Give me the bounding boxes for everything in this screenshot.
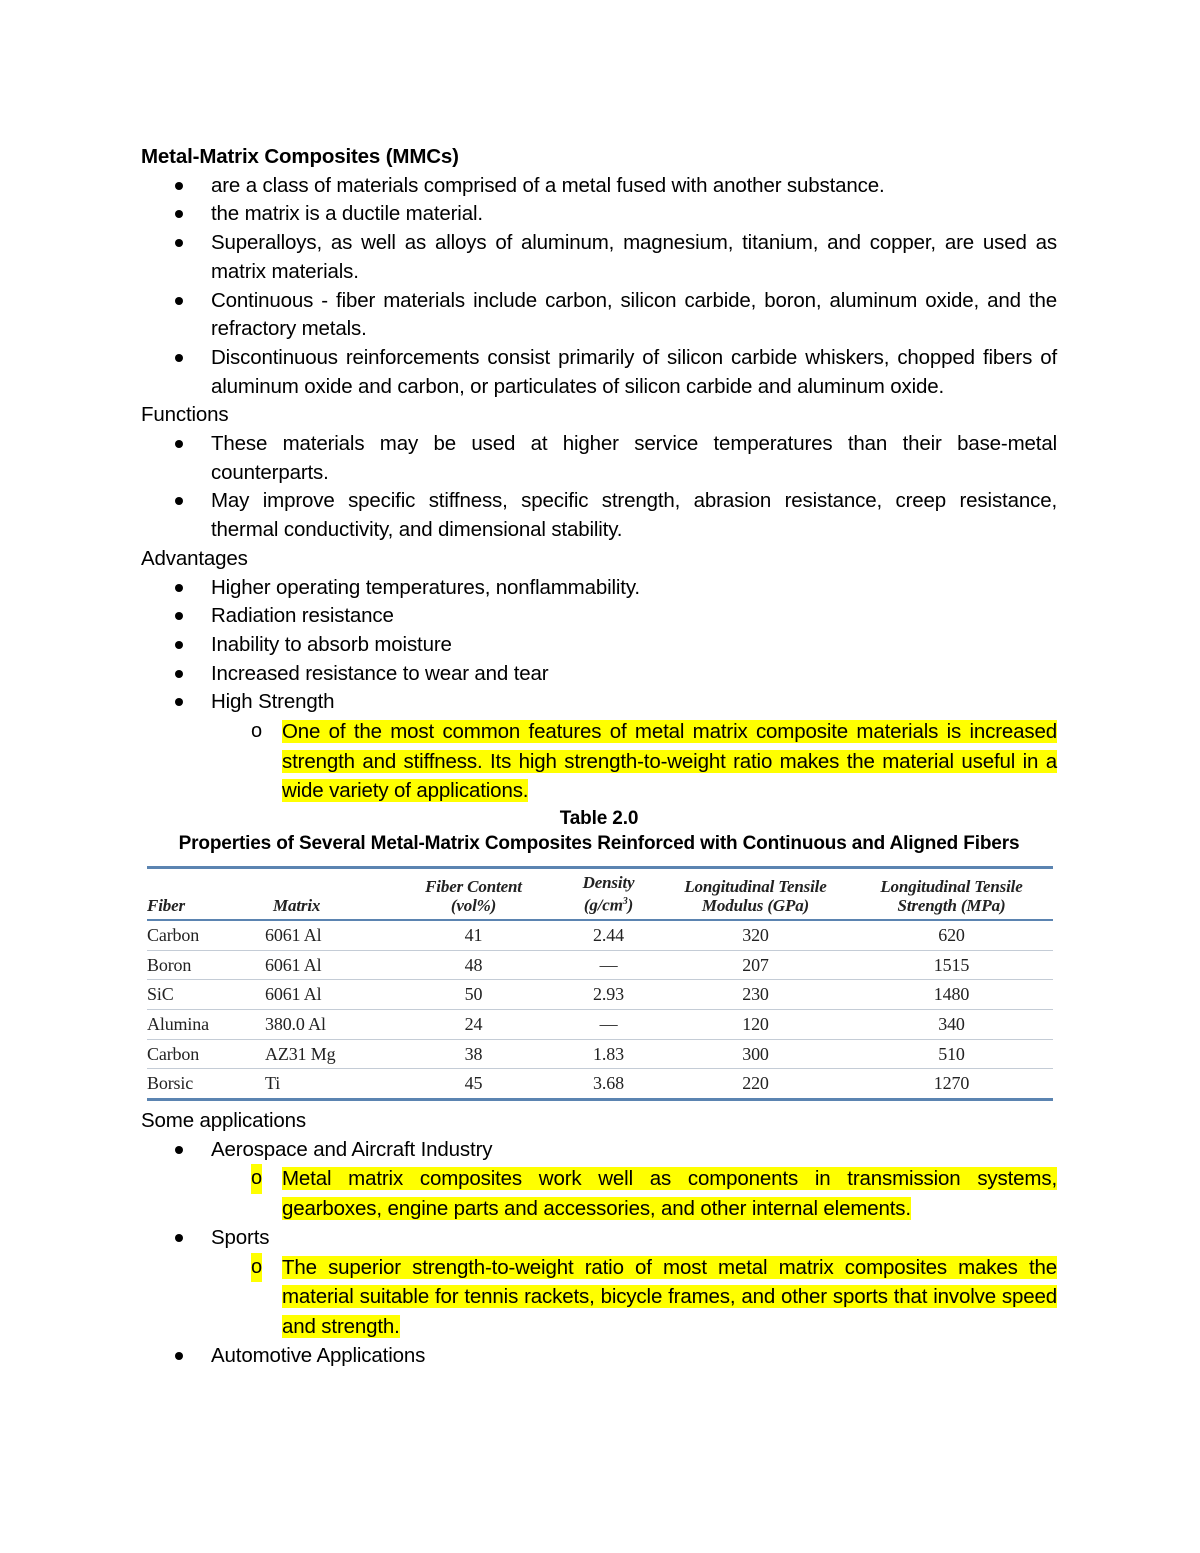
- table-row: Borsic Ti 45 3.68 220 1270: [147, 1069, 1053, 1100]
- list-item: Automotive Applications: [141, 1342, 1057, 1371]
- list-item: Aerospace and Aircraft Industry: [141, 1136, 1057, 1165]
- applications-heading: Some applications: [141, 1109, 306, 1133]
- column-header-tensile-strength: Longitudinal Tensile Strength (MPa): [850, 873, 1053, 920]
- sub-list-item: [141, 717, 1057, 806]
- list-item: These materials may be used at higher service temperatures than their base-metal counterparts.: [141, 430, 1057, 487]
- list-item: Inability to absorb moisture: [141, 631, 1057, 660]
- table-row: Boron 6061 Al 48 — 207 1515: [147, 950, 1053, 980]
- table-body: [147, 920, 1053, 1100]
- bullet-icon: [175, 698, 183, 706]
- column-header-fiber-content: Fiber Content (vol%): [391, 873, 556, 920]
- list-item: Higher operating temperatures, nonflammability.: [141, 574, 1057, 603]
- bullet-icon: [175, 641, 183, 649]
- column-header-density: Density $(g/cm^3)$: [556, 873, 661, 920]
- circle-bullet-icon: o: [251, 1164, 262, 1194]
- table-caption: Properties of Several Metal-Matrix Composites Reinforced with Continuous and Aligned Fibers: [178, 832, 1020, 854]
- list-item: Sports: [141, 1224, 1057, 1253]
- table-label: Table 2.0: [559, 808, 639, 830]
- circle-bullet-icon: o: [251, 720, 262, 743]
- functions-bullet-list: [141, 430, 1057, 545]
- table-row: Carbon AZ31 Mg 38 1.83 300 510: [147, 1039, 1053, 1069]
- applications-bullet-list: [141, 1136, 1057, 1371]
- advantages-bullet-list: [141, 574, 1057, 807]
- bullet-icon: [175, 1146, 183, 1154]
- list-item: Continuous - fiber materials include carbon, silicon carbide, boron, aluminum oxide, and the refractory metals.: [141, 287, 1057, 344]
- sub-list-item: [141, 1253, 1057, 1342]
- table-row: SiC 6061 Al 50 2.93 230 1480: [147, 980, 1053, 1010]
- list-item: May improve specific stiffness, specific strength, abrasion resistance, creep resistance, thermal conductivity, and dimensional stability.: [141, 487, 1057, 544]
- intro-bullet-list: [141, 172, 1057, 402]
- bullet-icon: [175, 497, 183, 505]
- bullet-icon: [175, 612, 183, 620]
- list-item: Superalloys, as well as alloys of aluminum, magnesium, titanium, and copper, are used as matrix materials.: [141, 229, 1057, 286]
- list-item: the matrix is a ductile material.: [141, 200, 1057, 229]
- column-header-fiber: Fiber: [147, 873, 265, 920]
- column-header-matrix: Matrix: [265, 873, 391, 920]
- list-item: are a class of materials comprised of a metal fused with another substance.: [141, 172, 1057, 201]
- properties-table: [147, 866, 1053, 1101]
- circle-bullet-icon: o: [251, 1253, 262, 1283]
- list-item: High Strength: [141, 688, 1057, 717]
- table-row: Carbon 6061 Al 41 2.44 320 620: [147, 920, 1053, 950]
- highlighted-text: Metal matrix composites work well as components in transmission systems, gearboxes, engine parts and accessories, and other internal elements.: [282, 1167, 1057, 1221]
- bullet-icon: [175, 670, 183, 678]
- bullet-icon: [175, 354, 183, 362]
- bullet-icon: [175, 239, 183, 247]
- bullet-icon: [175, 1234, 183, 1242]
- highlighted-text: One of the most common features of metal matrix composite materials is increased strength and stiffness. Its high strength-to-weight ratio makes the material useful in a wide variety of applications.: [282, 720, 1057, 803]
- highlighted-text: The superior strength-to-weight ratio of most metal matrix composites makes the material suitable for tennis rackets, bicycle frames, and other sports that involve speed and strength.: [282, 1255, 1057, 1338]
- bullet-icon: [175, 440, 183, 448]
- functions-heading: Functions: [141, 403, 229, 427]
- bullet-icon: [175, 182, 183, 190]
- bullet-icon: [175, 584, 183, 592]
- column-header-tensile-modulus: Longitudinal Tensile Modulus (GPa): [661, 873, 850, 920]
- list-item: Increased resistance to wear and tear: [141, 660, 1057, 689]
- document-body: [141, 143, 1057, 1370]
- advantages-heading: Advantages: [141, 546, 248, 570]
- list-item: Radiation resistance: [141, 602, 1057, 631]
- bullet-icon: [175, 210, 183, 218]
- table-row: Alumina 380.0 Al 24 — 120 340: [147, 1009, 1053, 1039]
- bullet-icon: [175, 1352, 183, 1360]
- sub-list-item: [141, 1164, 1057, 1223]
- bullet-icon: [175, 297, 183, 305]
- list-item: Discontinuous reinforcements consist primarily of silicon carbide whiskers, chopped fibers of aluminum oxide and carbon, or particulates of silicon carbide and aluminum oxide.: [141, 344, 1057, 401]
- page-title: Metal-Matrix Composites (MMCs): [141, 145, 459, 168]
